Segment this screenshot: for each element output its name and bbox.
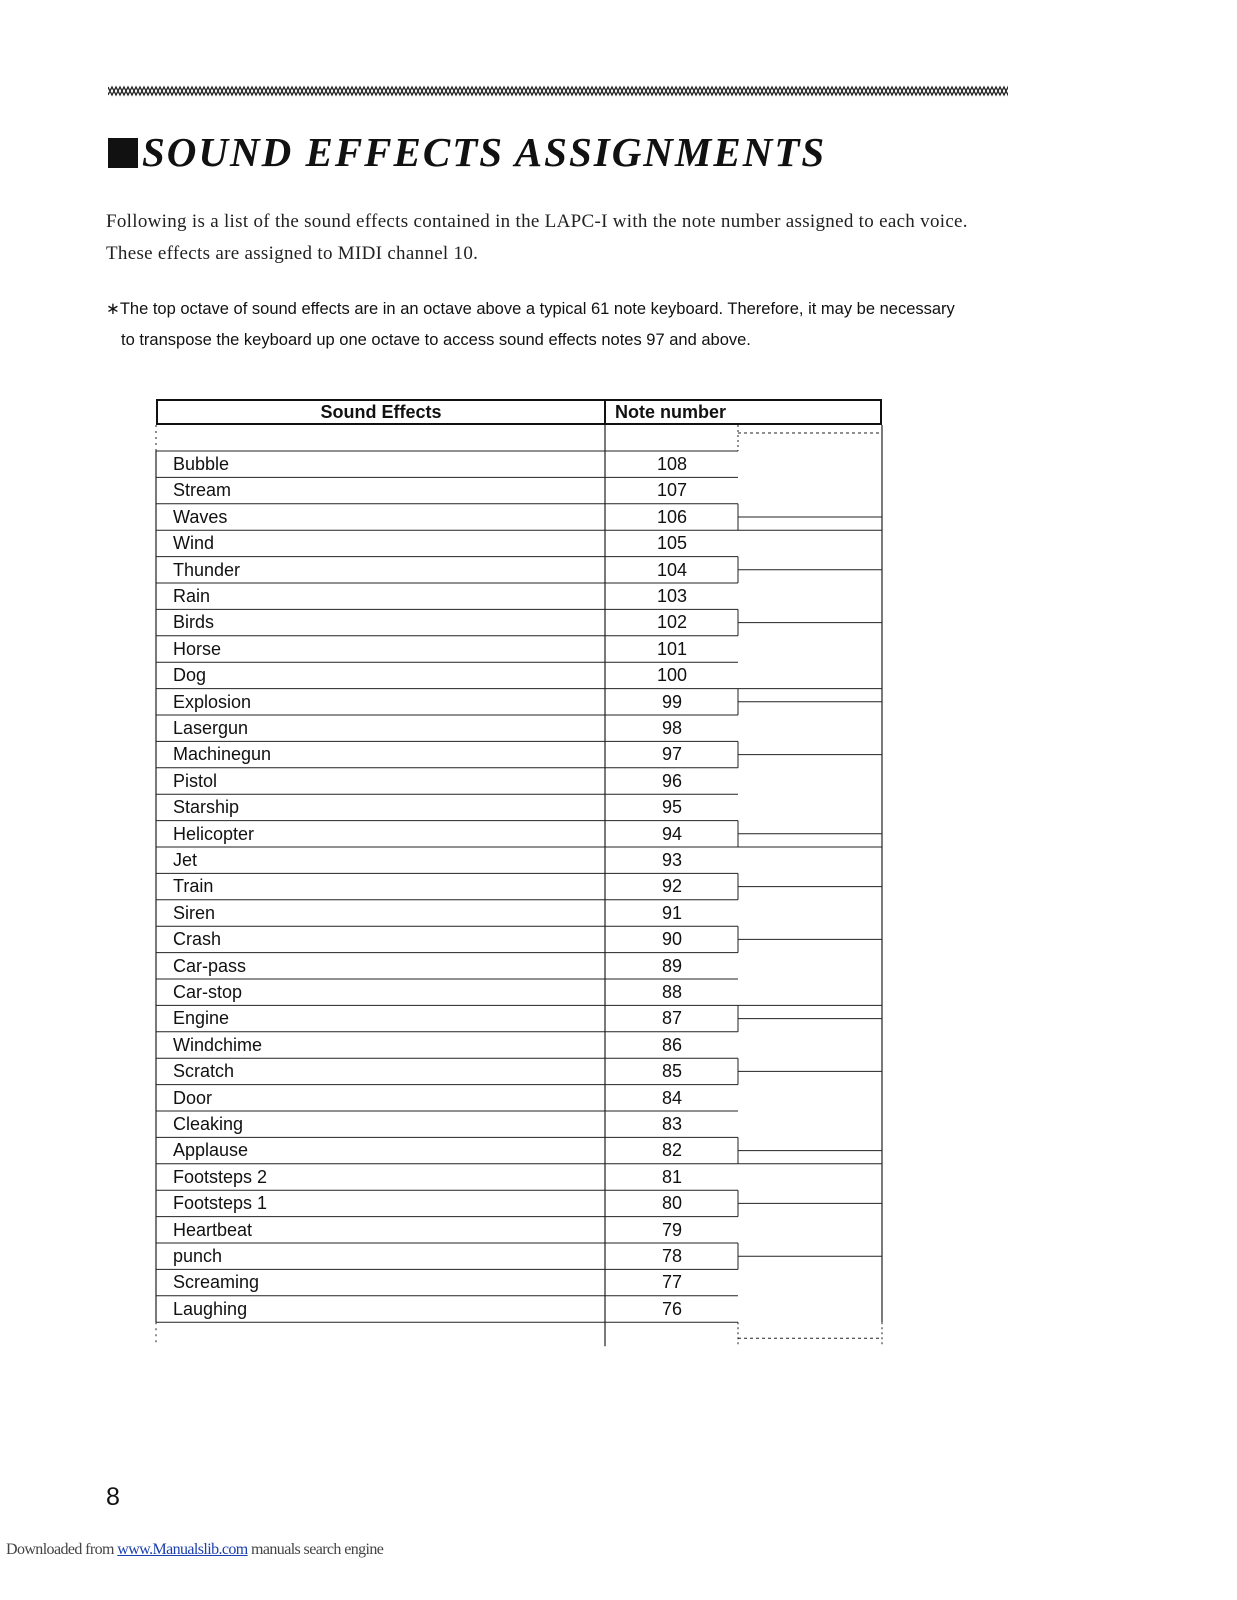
row-sound-effect-name: Horse bbox=[173, 638, 222, 659]
row-note-number: 107 bbox=[656, 480, 688, 501]
row-note-number: 87 bbox=[661, 1008, 683, 1029]
row-sound-effect-name: Screaming bbox=[173, 1272, 260, 1293]
row-sound-effect-name: punch bbox=[173, 1246, 223, 1266]
row-sound-effect-name: Birds bbox=[173, 612, 215, 633]
row-note-number: 108 bbox=[656, 454, 688, 474]
row-sound-effect-name: Machinegun bbox=[173, 744, 272, 765]
row-note-number: 77 bbox=[661, 1272, 683, 1293]
row-note-number: 99 bbox=[661, 691, 683, 712]
row-sound-effect-name: Door bbox=[173, 1087, 213, 1108]
row-sound-effect-name: Stream bbox=[173, 480, 232, 501]
row-note-number: 104 bbox=[656, 559, 688, 580]
row-note-number: 82 bbox=[661, 1140, 683, 1161]
row-sound-effect-name: Heartbeat bbox=[173, 1219, 253, 1240]
page-number: 8 bbox=[106, 1483, 120, 1511]
row-note-number: 93 bbox=[661, 850, 683, 870]
header-sound-effects: Sound Effects bbox=[320, 402, 442, 422]
row-sound-effect-name: Car-stop bbox=[173, 982, 243, 1002]
footer-prefix: Downloaded from bbox=[6, 1541, 118, 1558]
header-note-number: Note number bbox=[615, 402, 727, 422]
row-note-number: 79 bbox=[661, 1219, 683, 1240]
row-sound-effect-name: Pistol bbox=[173, 770, 218, 791]
row-note-number: 94 bbox=[661, 823, 683, 844]
row-note-number: 91 bbox=[661, 902, 683, 923]
row-note-number: 81 bbox=[661, 1166, 683, 1187]
footer bbox=[6, 1541, 383, 1559]
row-note-number: 83 bbox=[661, 1114, 683, 1134]
row-note-number: 88 bbox=[661, 982, 683, 1002]
row-note-number: 95 bbox=[661, 797, 683, 818]
row-sound-effect-name: Jet bbox=[173, 850, 198, 870]
page-title-text: SOUND EFFECTS ASSIGNMENTS bbox=[142, 129, 827, 175]
row-note-number: 80 bbox=[661, 1193, 683, 1214]
row-note-number: 103 bbox=[656, 586, 688, 606]
row-sound-effect-name: Car-pass bbox=[173, 955, 247, 976]
row-sound-effect-name: Explosion bbox=[173, 691, 252, 712]
row-sound-effect-name: Dog bbox=[173, 665, 207, 686]
row-sound-effect-name: Waves bbox=[173, 506, 228, 527]
row-note-number: 106 bbox=[656, 506, 688, 527]
row-sound-effect-name: Footsteps 2 bbox=[173, 1166, 268, 1187]
note-line-1: ∗The top octave of sound effects are in an octave above a typical 61 note keyboard. Therefore, it may be necessary bbox=[106, 300, 955, 318]
row-note-number: 105 bbox=[656, 533, 688, 554]
row-note-number: 97 bbox=[661, 744, 683, 765]
intro-paragraph: Following is a list of the sound effects contained in the LAPC-I with the note number assigned to each voice. These effects are assigned to MIDI channel 10. bbox=[106, 211, 968, 264]
row-sound-effect-name: Rain bbox=[173, 586, 211, 606]
row-sound-effect-name: Train bbox=[173, 876, 214, 897]
row-sound-effect-name: Siren bbox=[173, 902, 216, 923]
row-note-number: 86 bbox=[661, 1034, 683, 1055]
note-line-2: to transpose the keyboard up one octave to access sound effects notes 97 and above. bbox=[121, 331, 751, 349]
row-note-number: 100 bbox=[656, 665, 688, 686]
row-sound-effect-name: Footsteps 1 bbox=[173, 1193, 268, 1214]
row-sound-effect-name: Starship bbox=[173, 797, 240, 818]
row-sound-effect-name: Thunder bbox=[173, 559, 241, 580]
row-note-number: 101 bbox=[656, 638, 688, 659]
row-note-number: 102 bbox=[656, 612, 688, 633]
row-sound-effect-name: Wind bbox=[173, 533, 215, 554]
row-sound-effect-name: Windchime bbox=[173, 1034, 263, 1055]
row-note-number: 76 bbox=[661, 1298, 683, 1319]
row-note-number: 98 bbox=[661, 718, 683, 738]
row-note-number: 78 bbox=[661, 1246, 683, 1266]
row-note-number: 89 bbox=[661, 955, 683, 976]
footer-link[interactable]: www.Manualslib.com bbox=[117, 1541, 248, 1558]
row-sound-effect-name: Applause bbox=[173, 1140, 249, 1161]
row-note-number: 90 bbox=[661, 929, 683, 950]
row-sound-effect-name: Bubble bbox=[173, 454, 230, 474]
row-sound-effect-name: Cleaking bbox=[173, 1114, 244, 1134]
row-sound-effect-name: Helicopter bbox=[173, 823, 255, 844]
row-sound-effect-name: Lasergun bbox=[173, 718, 249, 738]
row-note-number: 85 bbox=[661, 1061, 683, 1082]
row-note-number: 96 bbox=[661, 770, 683, 791]
footer-suffix: manuals search engine bbox=[247, 1541, 384, 1558]
row-sound-effect-name: Engine bbox=[173, 1008, 230, 1029]
row-note-number: 92 bbox=[661, 876, 683, 897]
row-sound-effect-name: Laughing bbox=[173, 1298, 248, 1319]
row-sound-effect-name: Crash bbox=[173, 929, 222, 950]
row-sound-effect-name: Scratch bbox=[173, 1061, 235, 1082]
row-note-number: 84 bbox=[661, 1087, 683, 1108]
